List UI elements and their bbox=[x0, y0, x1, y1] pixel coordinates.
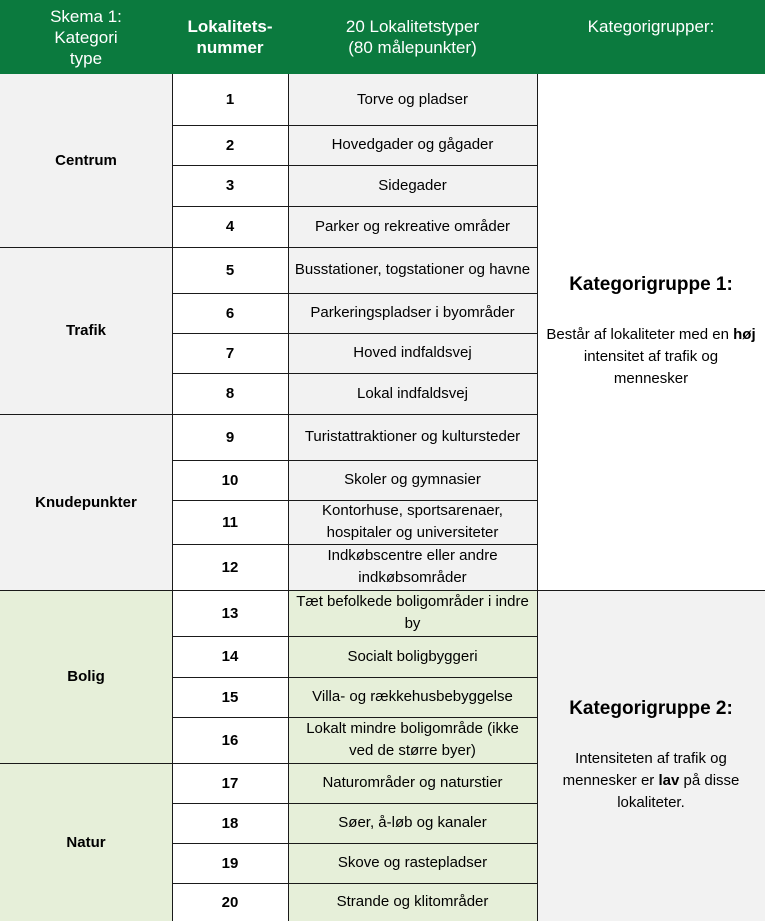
locality-number bbox=[172, 373, 288, 414]
grid-line bbox=[537, 590, 765, 591]
locality-number bbox=[172, 74, 288, 125]
category-cell bbox=[0, 414, 172, 590]
locality-type bbox=[288, 843, 537, 883]
locality-type bbox=[288, 373, 537, 414]
category-label: Knudepunkter bbox=[35, 493, 137, 511]
locality-type-text: Sidegader bbox=[378, 176, 447, 194]
locality-number bbox=[172, 460, 288, 500]
header-category-groups bbox=[537, 0, 765, 74]
locality-number-value: 5 bbox=[225, 261, 235, 279]
grid-line bbox=[172, 293, 537, 294]
locality-number-value: 10 bbox=[221, 471, 239, 489]
header-locality-number-label: Lokalitets-nummer bbox=[187, 17, 273, 57]
header-locality-types-label: 20 Lokalitetstyper (80 målepunkter) bbox=[345, 17, 480, 57]
grid-line bbox=[172, 803, 537, 804]
locality-type-text: Skoler og gymnasier bbox=[344, 471, 481, 488]
locality-number bbox=[172, 293, 288, 333]
locality-number-value: 4 bbox=[225, 218, 235, 235]
locality-number-value: 16 bbox=[221, 731, 239, 749]
grid-line bbox=[0, 414, 537, 415]
locality-type-text: Parkeringspladser i byområder bbox=[310, 304, 515, 321]
locality-type bbox=[288, 414, 537, 460]
grid-line bbox=[537, 74, 538, 921]
category-cell bbox=[0, 763, 172, 921]
locality-number-value: 14 bbox=[221, 648, 239, 665]
locality-number bbox=[172, 165, 288, 206]
group-description bbox=[545, 324, 757, 390]
category-cell bbox=[0, 247, 172, 414]
grid-line bbox=[172, 883, 537, 884]
locality-number-value: 18 bbox=[221, 814, 239, 832]
grid-line bbox=[172, 843, 537, 844]
header-category-groups-label: Kategorigrupper: bbox=[587, 16, 715, 36]
grid-line bbox=[172, 333, 537, 334]
group-desc-after: intensitet af trafik og mennesker bbox=[583, 348, 719, 387]
locality-number bbox=[172, 763, 288, 803]
locality-number-value: 6 bbox=[225, 304, 235, 322]
locality-number bbox=[172, 414, 288, 460]
locality-number-value: 20 bbox=[221, 893, 239, 911]
grid-line bbox=[172, 544, 537, 545]
locality-type bbox=[288, 500, 537, 544]
group-desc-emphasis: høj bbox=[733, 326, 756, 343]
group-desc-emphasis: lav bbox=[658, 771, 680, 789]
locality-number-value: 19 bbox=[221, 854, 239, 872]
locality-type-text: Lokal indfaldsvej bbox=[357, 384, 468, 402]
grid-line bbox=[172, 74, 173, 921]
locality-type-text: Naturområder og naturstier bbox=[322, 774, 503, 791]
locality-number-value: 15 bbox=[221, 688, 239, 706]
grid-line bbox=[0, 247, 537, 248]
group-desc-before: Intensiteten af trafik og mennesker er bbox=[562, 749, 727, 789]
locality-number bbox=[172, 883, 288, 921]
locality-number bbox=[172, 677, 288, 717]
grid-line bbox=[288, 74, 289, 921]
grid-line bbox=[172, 460, 537, 461]
locality-type bbox=[288, 677, 537, 717]
locality-type bbox=[288, 544, 537, 590]
locality-number bbox=[172, 803, 288, 843]
locality-number bbox=[172, 125, 288, 165]
locality-type-text: Søer, å-løb og kanaler bbox=[338, 814, 487, 831]
header-locality-number bbox=[172, 0, 288, 74]
category-label: Bolig bbox=[67, 668, 105, 685]
grid-line bbox=[172, 206, 537, 207]
category-cell bbox=[0, 74, 172, 247]
header-locality-types bbox=[288, 0, 537, 74]
category-cell bbox=[0, 590, 172, 763]
locality-type bbox=[288, 125, 537, 165]
locality-number-value: 13 bbox=[221, 604, 239, 622]
locality-type-text: Socialt boligbyggeri bbox=[347, 647, 478, 665]
category-group-cell bbox=[537, 590, 765, 921]
locality-number-value: 2 bbox=[225, 136, 235, 154]
grid-line bbox=[172, 500, 537, 501]
locality-type bbox=[288, 333, 537, 373]
locality-type bbox=[288, 165, 537, 206]
grid-line bbox=[172, 636, 537, 637]
locality-type-text: Hovedgader og gågader bbox=[331, 136, 494, 153]
grid-line bbox=[0, 763, 537, 764]
locality-number bbox=[172, 333, 288, 373]
grid-line bbox=[0, 590, 537, 591]
locality-number-value: 9 bbox=[225, 428, 235, 446]
locality-number bbox=[172, 247, 288, 293]
grid-line bbox=[172, 165, 537, 166]
grid-line bbox=[172, 677, 537, 678]
group-title: Kategorigruppe 2: bbox=[569, 697, 733, 719]
locality-type-text: Busstationer, togstationer og havne bbox=[294, 261, 531, 278]
group-desc-after: på disse lokaliteter. bbox=[617, 771, 740, 811]
locality-number bbox=[172, 500, 288, 544]
locality-number-value: 1 bbox=[225, 91, 235, 108]
category-label: Centrum bbox=[55, 152, 117, 169]
locality-number-value: 3 bbox=[225, 177, 235, 194]
locality-type-text: Lokalt mindre boligområde (ikke ved de større byer) bbox=[306, 720, 519, 759]
locality-number-value: 11 bbox=[222, 513, 238, 531]
category-group-cell bbox=[537, 74, 765, 590]
locality-type bbox=[288, 636, 537, 677]
locality-type bbox=[288, 717, 537, 763]
locality-type bbox=[288, 293, 537, 333]
locality-type-text: Turistattraktioner og kultursteder bbox=[304, 428, 521, 445]
grid-line bbox=[172, 373, 537, 374]
locality-type-text: Torve og pladser bbox=[357, 90, 468, 108]
locality-number-value: 12 bbox=[221, 558, 239, 576]
locality-type-text: Parker og rekreative områder bbox=[314, 217, 511, 235]
locality-type bbox=[288, 883, 537, 921]
category-label: Trafik bbox=[65, 322, 107, 339]
locality-type bbox=[288, 763, 537, 803]
locality-type bbox=[288, 74, 537, 125]
locality-type bbox=[288, 460, 537, 500]
locality-type-text: Strande og klitområder bbox=[336, 893, 489, 910]
locality-type bbox=[288, 247, 537, 293]
locality-number bbox=[172, 206, 288, 247]
locality-number-value: 7 bbox=[225, 344, 235, 362]
locality-type-text: Tæt befolkede boligområder i indre by bbox=[296, 593, 529, 632]
group-description bbox=[545, 748, 757, 814]
locality-number bbox=[172, 544, 288, 590]
locality-type bbox=[288, 206, 537, 247]
locality-type bbox=[288, 803, 537, 843]
locality-type-text: Villa- og rækkehusbebyggelse bbox=[312, 688, 513, 705]
locality-type-text: Kontorhuse, sportsarenaer, hospitaler og universiteter bbox=[322, 502, 503, 541]
header-category-type-label: Skema 1: Kategori type bbox=[50, 6, 122, 68]
group-desc-before: Består af lokaliteter med en bbox=[546, 326, 729, 343]
locality-type-text: Hoved indfaldsvej bbox=[353, 344, 472, 361]
locality-number bbox=[172, 717, 288, 763]
grid-line bbox=[172, 125, 537, 126]
locality-type bbox=[288, 590, 537, 636]
header-category-type bbox=[0, 0, 172, 74]
locality-number bbox=[172, 843, 288, 883]
category-label: Natur bbox=[66, 833, 106, 851]
locality-number-value: 17 bbox=[221, 774, 239, 792]
locality-number bbox=[172, 636, 288, 677]
grid-line bbox=[172, 717, 537, 718]
locality-type-text: Skove og rastepladser bbox=[337, 854, 488, 871]
locality-type-text: Indkøbscentre eller andre indkøbsområder bbox=[327, 547, 498, 586]
group-title: Kategorigruppe 1: bbox=[569, 274, 733, 295]
locality-number bbox=[172, 590, 288, 636]
locality-number-value: 8 bbox=[225, 385, 235, 402]
